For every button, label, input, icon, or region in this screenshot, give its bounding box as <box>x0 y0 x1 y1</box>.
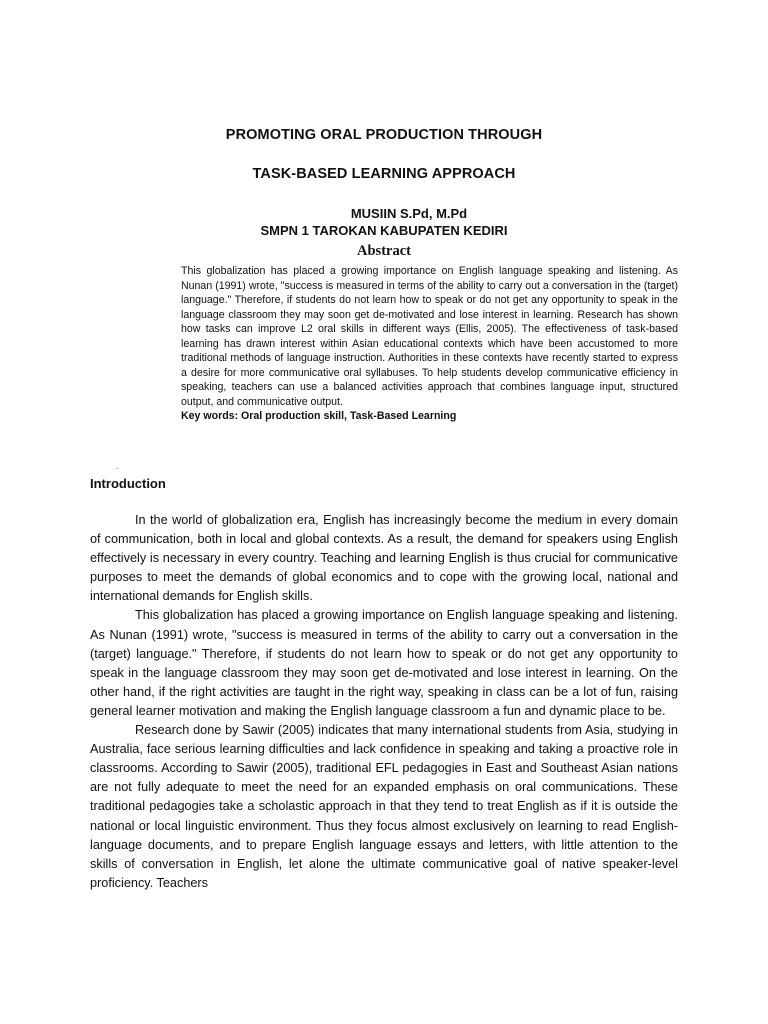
stray-mark: . <box>116 462 119 471</box>
intro-paragraph-2: This globalization has placed a growing importance on English language speaking and listening. As Nunan (1991) wrote, "success is measured in terms of the ability to carry out a conversation in the (target) language." Therefore, if students do not learn how to speak or do not get any opportunity to speak in the language classroom they may soon get de-motivated and lose interest in learning. On the other hand, if the right activities are taught in the right way, speaking in class can be a lot of fun, raising general learner motivation and making the English language classroom a fun and dynamic place to be. <box>90 608 678 718</box>
abstract-heading: Abstract <box>357 243 411 259</box>
keywords-line: Key words: Oral production skill, Task-Based Learning <box>181 410 457 422</box>
author-name: MUSIIN S.Pd, M.Pd <box>350 206 468 221</box>
intro-paragraph-1: In the world of globalization era, English has increasingly become the medium in every domain of communication, both in local and global contexts. As a result, the demand for speakers using English effectively is necessary in every country. Teaching and learning English is thus crucial for communicative purposes to meet the demands of global economics and to cope with the growing local, national and international demands for English skills. <box>90 513 678 604</box>
abstract-text: This globalization has placed a growing importance on English language speaking and listening. As Nunan (1991) wrote, "success is measured in terms of the ability to carry out a conversation in the (target) language." Therefore, if students do not learn how to speak or do not get any opportunity to speak in the language classroom they may soon get de-motivated and lose interest in learning. Research has shown how tasks can improve L2 oral skills in different ways (Ellis, 2005). The effectiveness of task-based learning has drawn interest within Asian educational contexts which have been accustomed to more traditional methods of language instruction. Authorities in these contexts have recently started to express a desire for more communicative oral syllabuses. To help students develop communicative efficiency in speaking, teachers can use a balanced activities approach that combines language input, structured output, and communicative output. <box>181 265 678 408</box>
abstract-section <box>181 264 678 424</box>
paper-title-line-2: TASK-BASED LEARNING APPROACH <box>252 166 516 182</box>
introduction-body <box>90 511 678 893</box>
intro-paragraph-3: Research done by Sawir (2005) indicates that many international students from Asia, studying in Australia, face serious learning difficulties and lack confidence in speaking and taking a proactive role in classrooms. According to Sawir (2005), traditional EFL pedagogies in East and Southeast Asian nations are not fully adequate to meet the need for an expanded emphasis on oral communications. These traditional pedagogies take a scholastic approach in that they tend to treat English as if it is outside the national or local linguistic environment. Thus they focus almost exclusively on learning to read English-language documents, and to prepare English language essays and letters, with little attention to the skills of conversation in English, let alone the ultimate communicative goal of native speaker-level proficiency. Teachers <box>90 723 678 890</box>
author-affiliation: SMPN 1 TAROKAN KABUPATEN KEDIRI <box>260 223 508 238</box>
paper-title-line-1: PROMOTING ORAL PRODUCTION THROUGH <box>225 127 543 143</box>
introduction-heading: Introduction <box>90 476 166 491</box>
